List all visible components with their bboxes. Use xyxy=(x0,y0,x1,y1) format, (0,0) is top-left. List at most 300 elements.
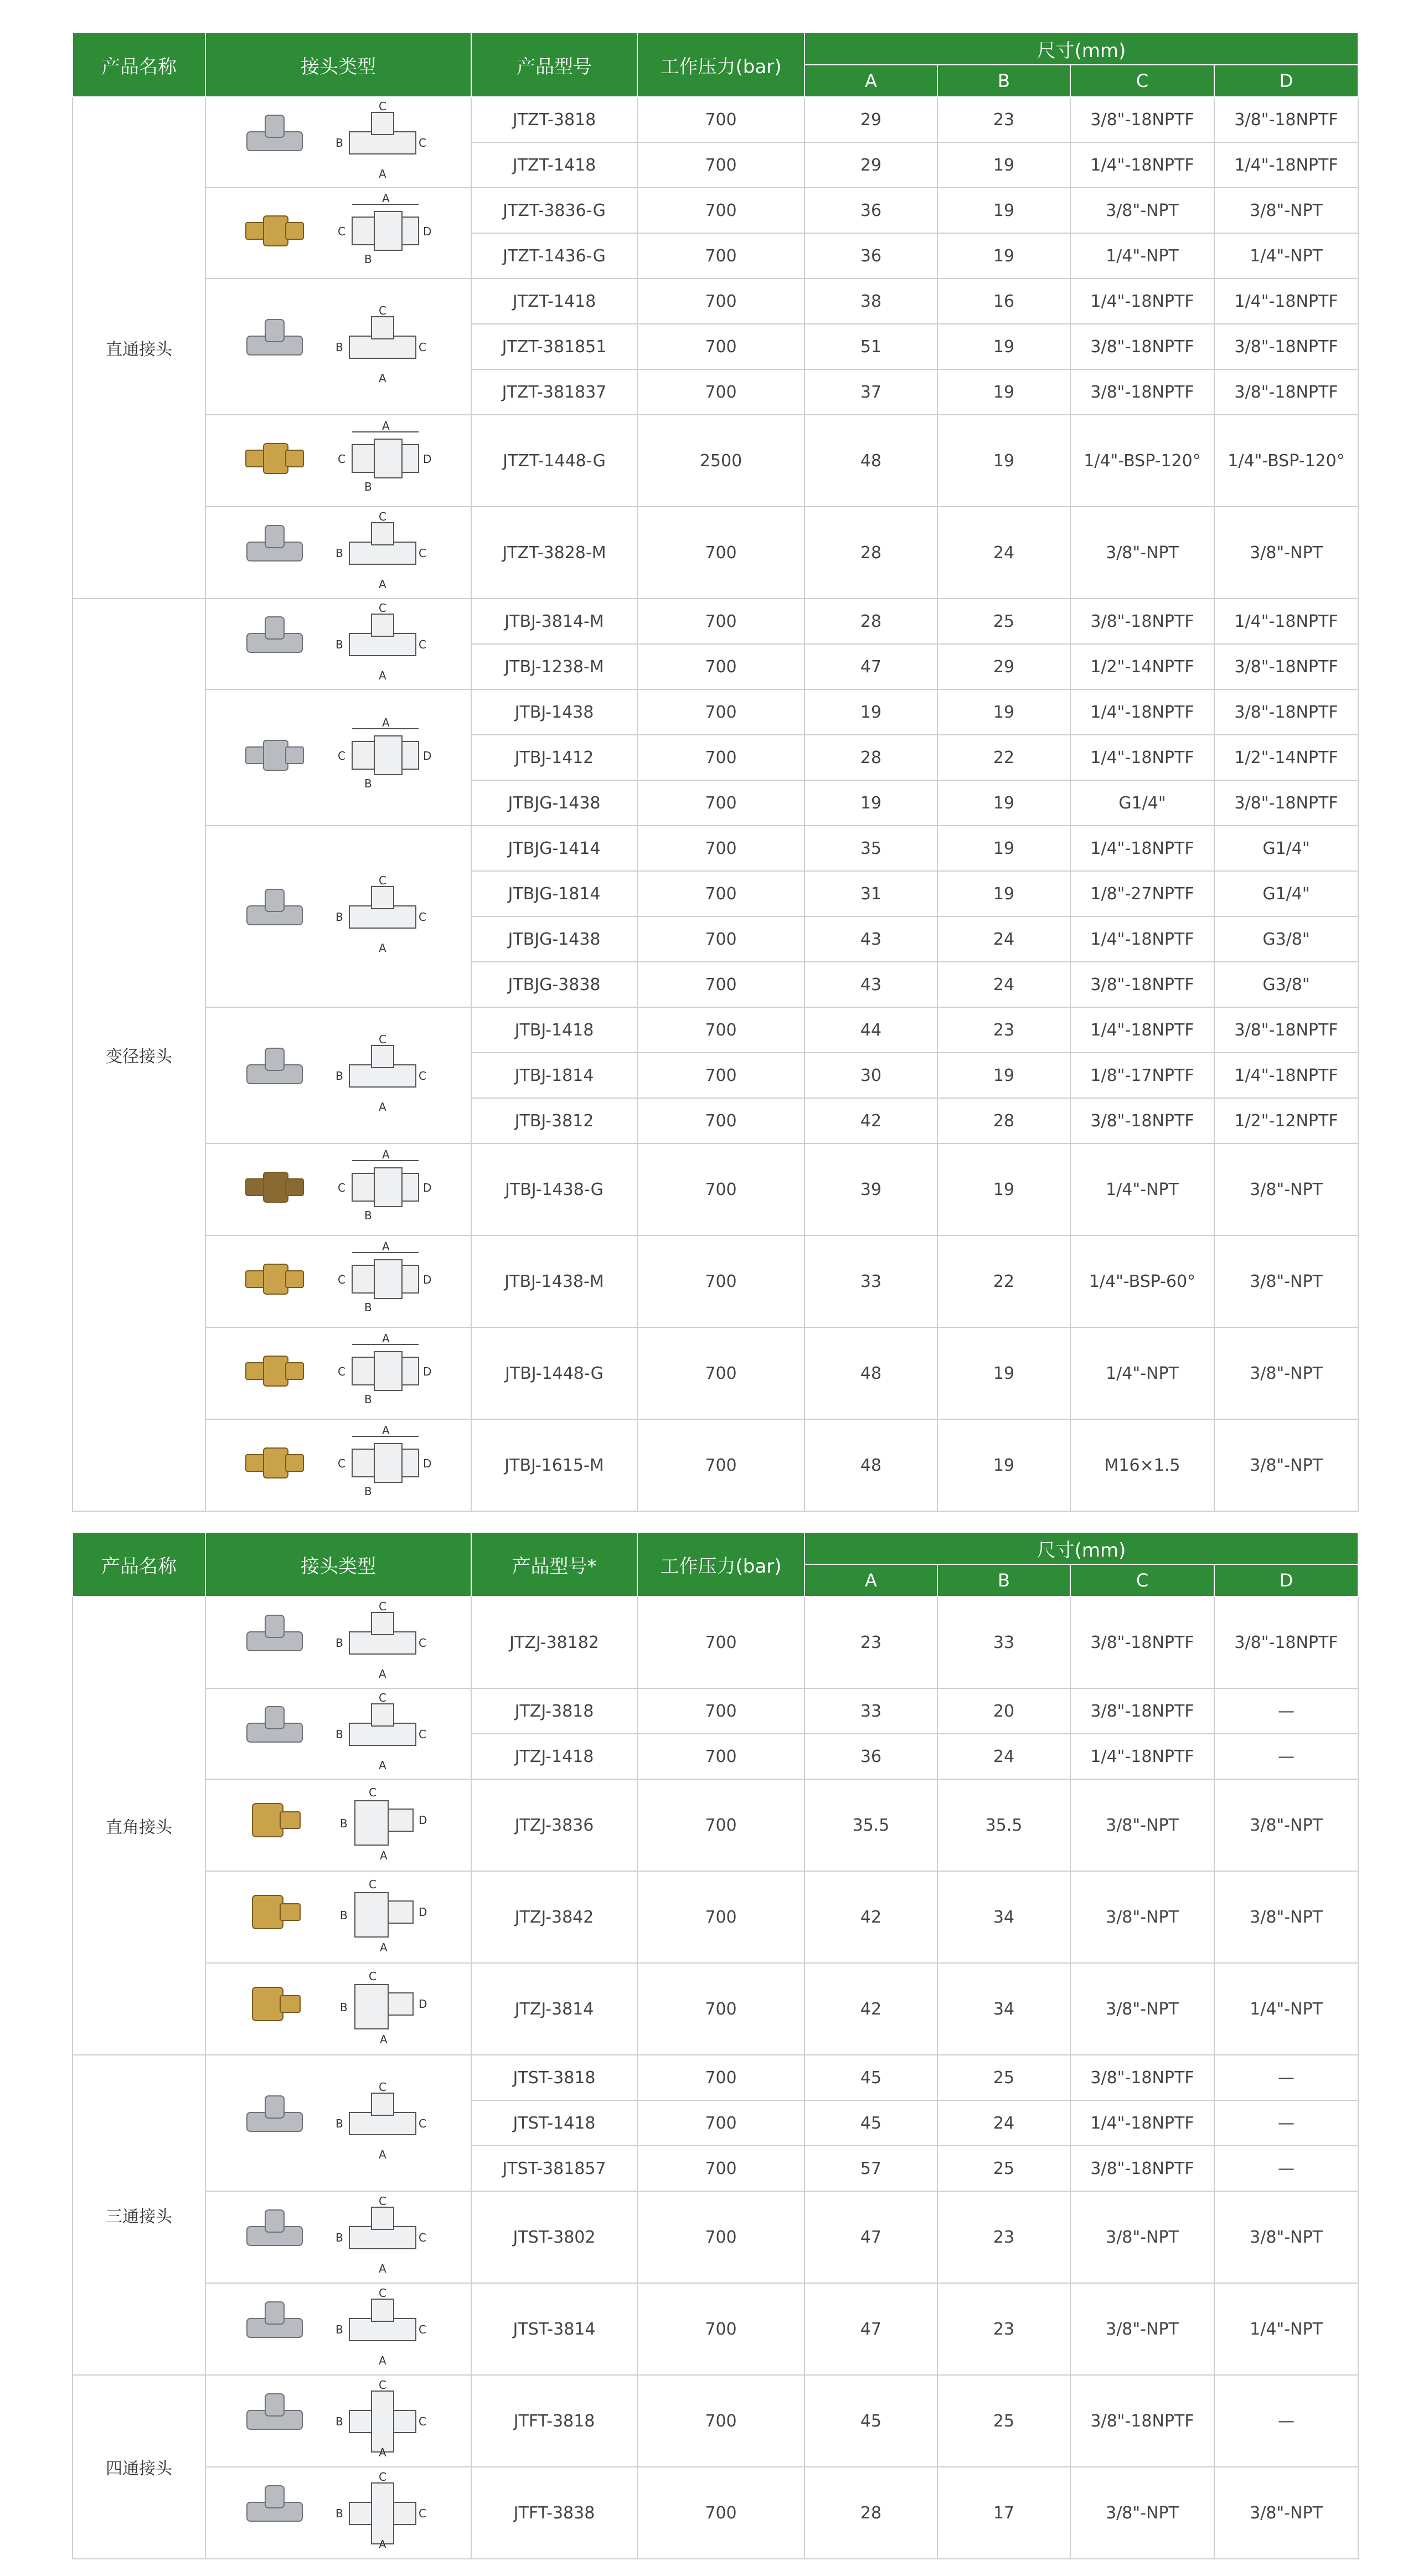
dim-c-cell: 3/8"-18NPTF xyxy=(1070,599,1214,644)
dim-d-cell: G1/4" xyxy=(1214,826,1358,871)
pressure-cell: 700 xyxy=(637,644,805,689)
product-category: 三通接头 xyxy=(73,2055,205,2375)
joint-type-image xyxy=(205,97,471,188)
model-cell: JTZT-3818 xyxy=(471,97,637,142)
pressure-cell: 700 xyxy=(637,826,805,871)
svg-text:C: C xyxy=(379,1601,386,1613)
svg-text:C: C xyxy=(379,2196,386,2208)
dim-a-cell: 42 xyxy=(805,1963,937,2055)
svg-text:A: A xyxy=(382,1148,390,1161)
dim-b-cell: 24 xyxy=(937,2100,1070,2146)
joint-type-image xyxy=(205,1963,471,2055)
svg-text:A: A xyxy=(379,2148,386,2160)
dim-c-cell: 3/8"-18NPTF xyxy=(1070,1596,1214,1688)
dim-b-cell: 23 xyxy=(937,2191,1070,2283)
dimension-drawing-icon xyxy=(330,1784,435,1866)
pressure-cell: 700 xyxy=(637,2375,805,2467)
dim-c-cell: 1/4"-BSP-120° xyxy=(1070,415,1214,507)
pressure-cell: 700 xyxy=(637,2283,805,2375)
joint-type-image xyxy=(205,1327,471,1419)
dim-a-cell: 36 xyxy=(805,188,937,233)
brass-street-elbow-icon xyxy=(241,1884,308,1950)
product-category: 直角接头 xyxy=(73,1596,205,2055)
svg-text:B: B xyxy=(340,2001,348,2014)
model-cell: JTFT-3818 xyxy=(471,2375,637,2467)
table-row xyxy=(73,2191,1358,2283)
svg-text:B: B xyxy=(336,638,343,651)
svg-text:B: B xyxy=(336,2415,343,2428)
dim-d-cell: 1/4"-NPT xyxy=(1214,233,1358,279)
dim-d-cell: 3/8"-NPT xyxy=(1214,1871,1358,1963)
joint-type-image xyxy=(205,599,471,689)
pressure-cell: 700 xyxy=(637,279,805,324)
dimension-drawing-icon xyxy=(330,512,435,594)
pressure-cell: 700 xyxy=(637,1419,805,1511)
dim-c-cell: 1/4"-18NPTF xyxy=(1070,826,1214,871)
model-cell: JTST-3802 xyxy=(471,2191,637,2283)
svg-text:D: D xyxy=(423,452,432,466)
table-row xyxy=(73,279,1358,324)
joint-type-image xyxy=(205,188,471,279)
pressure-cell: 700 xyxy=(637,1053,805,1098)
pressure-cell: 700 xyxy=(637,97,805,142)
dim-b-cell: 34 xyxy=(937,1871,1070,1963)
dim-a-cell: 57 xyxy=(805,2146,937,2191)
dim-a-cell: 45 xyxy=(805,2100,937,2146)
svg-text:B: B xyxy=(336,2507,343,2520)
pressure-cell: 700 xyxy=(637,369,805,415)
pressure-cell: 700 xyxy=(637,2055,805,2100)
pressure-cell: 700 xyxy=(637,916,805,962)
steel-male-female-fitting-icon xyxy=(241,314,308,379)
svg-text:A: A xyxy=(382,192,390,205)
svg-text:A: A xyxy=(379,372,386,383)
dim-a-cell: 29 xyxy=(805,142,937,188)
dim-b-cell: 23 xyxy=(937,1007,1070,1053)
model-cell: JTST-3818 xyxy=(471,2055,637,2100)
dim-b-cell: 19 xyxy=(937,324,1070,369)
table-row xyxy=(73,97,1358,142)
dim-a-cell: 36 xyxy=(805,233,937,279)
table-row xyxy=(73,1235,1358,1327)
svg-text:C: C xyxy=(419,1636,426,1650)
svg-text:D: D xyxy=(419,1905,427,1919)
pressure-cell: 700 xyxy=(637,1596,805,1688)
svg-text:C: C xyxy=(379,2082,386,2094)
svg-text:C: C xyxy=(379,603,386,615)
dim-b-cell: 19 xyxy=(937,188,1070,233)
model-cell: JTZT-1418 xyxy=(471,279,637,324)
steel-tee-fitting-icon xyxy=(241,2090,308,2156)
dim-b-cell: 22 xyxy=(937,1235,1070,1327)
svg-text:D: D xyxy=(423,225,432,238)
model-cell: JTBJ-1438 xyxy=(471,689,637,735)
steel-female-elbow-icon xyxy=(241,1701,308,1766)
dim-d-cell: — xyxy=(1214,2375,1358,2467)
svg-text:C: C xyxy=(379,2288,386,2300)
svg-text:A: A xyxy=(379,1667,386,1679)
header-a: A xyxy=(805,65,937,97)
dim-c-cell: 3/8"-NPT xyxy=(1070,2191,1214,2283)
dim-b-cell: 25 xyxy=(937,2055,1070,2100)
dim-c-cell: 3/8"-NPT xyxy=(1070,1963,1214,2055)
svg-text:A: A xyxy=(382,1332,390,1345)
table-row xyxy=(73,826,1358,871)
dimension-drawing-icon xyxy=(330,1034,435,1116)
dim-d-cell: 3/8"-NPT xyxy=(1214,2191,1358,2283)
dimension-drawing-icon xyxy=(330,603,435,685)
pressure-cell: 700 xyxy=(637,1779,805,1871)
dim-b-cell: 16 xyxy=(937,279,1070,324)
model-cell: JTBJ-3812 xyxy=(471,1098,637,1143)
pressure-cell: 700 xyxy=(637,1235,805,1327)
dim-b-cell: 19 xyxy=(937,826,1070,871)
dimension-drawing-icon xyxy=(330,1240,435,1322)
dim-c-cell: 1/4"-18NPTF xyxy=(1070,1734,1214,1779)
header-size: 尺寸(mm) xyxy=(805,33,1358,65)
svg-text:C: C xyxy=(419,910,426,924)
joint-type-image xyxy=(205,507,471,599)
dimension-drawing-icon xyxy=(330,101,435,183)
svg-text:B: B xyxy=(336,547,343,560)
dim-d-cell: 3/8"-18NPTF xyxy=(1214,324,1358,369)
header-a: A xyxy=(805,1564,937,1596)
dim-c-cell: 3/8"-18NPTF xyxy=(1070,324,1214,369)
header-product-name: 产品名称 xyxy=(73,33,205,97)
pressure-cell: 700 xyxy=(637,1871,805,1963)
svg-text:C: C xyxy=(379,1693,386,1704)
svg-text:A: A xyxy=(382,1240,390,1253)
pressure-cell: 700 xyxy=(637,780,805,826)
svg-text:B: B xyxy=(364,777,372,790)
steel-male-female-reducer-icon xyxy=(241,884,308,949)
table-row xyxy=(73,1596,1358,1688)
joint-type-image xyxy=(205,1596,471,1688)
pressure-cell: 700 xyxy=(637,689,805,735)
dim-d-cell: 1/4"-18NPTF xyxy=(1214,279,1358,324)
dim-b-cell: 19 xyxy=(937,689,1070,735)
dim-d-cell: 3/8"-NPT xyxy=(1214,1235,1358,1327)
product-category: 四通接头 xyxy=(73,2375,205,2559)
dim-b-cell: 29 xyxy=(937,644,1070,689)
pressure-cell: 700 xyxy=(637,1963,805,2055)
steel-cross-fitting-icon xyxy=(241,2388,308,2454)
model-cell: JTFT-3838 xyxy=(471,2467,637,2559)
header-c: C xyxy=(1070,1564,1214,1596)
joint-type-image xyxy=(205,2055,471,2191)
svg-text:C: C xyxy=(419,2117,426,2130)
dim-d-cell: G3/8" xyxy=(1214,916,1358,962)
dim-a-cell: 45 xyxy=(805,2055,937,2100)
svg-text:D: D xyxy=(423,749,432,763)
dimension-drawing-icon xyxy=(330,2196,435,2278)
svg-text:A: A xyxy=(379,2446,386,2457)
svg-text:A: A xyxy=(379,1759,386,1770)
fittings-table-elbow-tee-cross xyxy=(72,1532,1359,2559)
dim-b-cell: 19 xyxy=(937,1053,1070,1098)
dim-b-cell: 24 xyxy=(937,916,1070,962)
dim-d-cell: 1/4"-NPT xyxy=(1214,2283,1358,2375)
dimension-drawing-icon xyxy=(330,875,435,957)
dim-c-cell: 1/8"-27NPTF xyxy=(1070,871,1214,916)
header-d: D xyxy=(1214,65,1358,97)
joint-type-image xyxy=(205,1688,471,1779)
steel-female-reducer-icon xyxy=(241,611,308,677)
svg-text:A: A xyxy=(379,2262,386,2274)
dim-a-cell: 28 xyxy=(805,735,937,780)
svg-text:C: C xyxy=(338,225,345,238)
dim-a-cell: 47 xyxy=(805,644,937,689)
dim-d-cell: 3/8"-NPT xyxy=(1214,1327,1358,1419)
svg-text:A: A xyxy=(380,1849,388,1862)
svg-text:C: C xyxy=(369,1786,377,1799)
svg-text:C: C xyxy=(379,512,386,523)
svg-text:C: C xyxy=(419,136,426,150)
table-row xyxy=(73,507,1358,599)
dim-b-cell: 20 xyxy=(937,1688,1070,1734)
dim-d-cell: 1/4"-NPT xyxy=(1214,1963,1358,2055)
dim-c-cell: G1/4" xyxy=(1070,780,1214,826)
model-cell: JTBJ-3814-M xyxy=(471,599,637,644)
header-b: B xyxy=(937,65,1070,97)
pressure-cell: 700 xyxy=(637,1734,805,1779)
dimension-drawing-icon xyxy=(330,1968,435,2050)
svg-text:C: C xyxy=(419,2415,426,2428)
svg-text:C: C xyxy=(338,1181,345,1194)
dim-b-cell: 34 xyxy=(937,1963,1070,2055)
dim-b-cell: 17 xyxy=(937,2467,1070,2559)
dim-d-cell: 3/8"-18NPTF xyxy=(1214,1007,1358,1053)
dimension-drawing-icon xyxy=(330,1693,435,1775)
svg-text:C: C xyxy=(338,1365,345,1378)
product-category: 直通接头 xyxy=(73,97,205,599)
fittings-table-straight-reducer xyxy=(72,32,1359,1512)
dim-c-cell: 3/8"-18NPTF xyxy=(1070,1098,1214,1143)
pressure-cell: 700 xyxy=(637,2146,805,2191)
dimension-drawing-icon xyxy=(330,306,435,388)
svg-text:A: A xyxy=(380,1941,388,1954)
dim-b-cell: 19 xyxy=(937,780,1070,826)
steel-female-straight-fitting-icon xyxy=(241,110,308,175)
svg-text:D: D xyxy=(419,1813,427,1827)
table-row xyxy=(73,1007,1358,1053)
dim-b-cell: 25 xyxy=(937,2375,1070,2467)
dimension-drawing-icon xyxy=(330,1876,435,1958)
joint-type-image xyxy=(205,689,471,826)
joint-type-image xyxy=(205,279,471,415)
dim-b-cell: 19 xyxy=(937,1327,1070,1419)
joint-type-image xyxy=(205,1143,471,1235)
model-cell: JTST-1418 xyxy=(471,2100,637,2146)
joint-type-image xyxy=(205,2375,471,2467)
joint-type-image xyxy=(205,2191,471,2283)
dim-d-cell: 1/4"-BSP-120° xyxy=(1214,415,1358,507)
pressure-cell: 700 xyxy=(637,2100,805,2146)
dim-b-cell: 19 xyxy=(937,233,1070,279)
dim-a-cell: 31 xyxy=(805,871,937,916)
dim-b-cell: 28 xyxy=(937,1098,1070,1143)
header-d: D xyxy=(1214,1564,1358,1596)
steel-tee-fitting-icon xyxy=(241,2296,308,2362)
model-cell: JTBJG-1438 xyxy=(471,916,637,962)
svg-text:A: A xyxy=(382,717,390,729)
model-cell: JTZJ-38182 xyxy=(471,1596,637,1688)
pressure-cell: 700 xyxy=(637,188,805,233)
dim-d-cell: 3/8"-18NPTF xyxy=(1214,689,1358,735)
dim-c-cell: 3/8"-18NPTF xyxy=(1070,369,1214,415)
dim-a-cell: 33 xyxy=(805,1688,937,1734)
dim-c-cell: 1/4"-18NPTF xyxy=(1070,2100,1214,2146)
svg-text:B: B xyxy=(336,2231,343,2244)
steel-tee-fitting-icon xyxy=(241,2204,308,2270)
svg-text:C: C xyxy=(419,547,426,560)
pressure-cell: 700 xyxy=(637,324,805,369)
dim-b-cell: 24 xyxy=(937,1734,1070,1779)
dim-a-cell: 28 xyxy=(805,2467,937,2559)
table-row xyxy=(73,2055,1358,2100)
header-model: 产品型号* xyxy=(471,1532,637,1596)
model-cell: JTZT-3828-M xyxy=(471,507,637,599)
brass-female-elbow-icon xyxy=(241,1792,308,1858)
brass-female-reducer-icon xyxy=(241,1249,308,1314)
dim-a-cell: 33 xyxy=(805,1235,937,1327)
dimension-drawing-icon xyxy=(330,420,435,502)
dim-c-cell: 1/4"-NPT xyxy=(1070,1327,1214,1419)
dim-d-cell: 3/8"-NPT xyxy=(1214,2467,1358,2559)
svg-text:B: B xyxy=(364,1485,372,1498)
model-cell: JTBJ-1814 xyxy=(471,1053,637,1098)
pressure-cell: 700 xyxy=(637,1007,805,1053)
dim-d-cell: G1/4" xyxy=(1214,871,1358,916)
svg-text:D: D xyxy=(423,1365,432,1378)
svg-text:C: C xyxy=(419,1069,426,1083)
model-cell: JTBJ-1448-G xyxy=(471,1327,637,1419)
dim-b-cell: 19 xyxy=(937,871,1070,916)
dim-c-cell: 3/8"-18NPTF xyxy=(1070,2055,1214,2100)
svg-text:B: B xyxy=(336,2323,343,2336)
pressure-cell: 700 xyxy=(637,2191,805,2283)
svg-text:C: C xyxy=(419,2231,426,2244)
dimension-drawing-icon xyxy=(330,2380,435,2462)
model-cell: JTBJ-1615-M xyxy=(471,1419,637,1511)
joint-type-image xyxy=(205,1419,471,1511)
dim-d-cell: — xyxy=(1214,1734,1358,1779)
joint-type-image xyxy=(205,2467,471,2559)
dim-a-cell: 45 xyxy=(805,2375,937,2467)
dim-d-cell: 3/8"-NPT xyxy=(1214,1779,1358,1871)
dim-d-cell: G3/8" xyxy=(1214,962,1358,1007)
table-row xyxy=(73,1143,1358,1235)
dimension-drawing-icon xyxy=(330,1148,435,1230)
table-row xyxy=(73,188,1358,233)
pressure-cell: 700 xyxy=(637,962,805,1007)
model-cell: JTZJ-3842 xyxy=(471,1871,637,1963)
dim-a-cell: 43 xyxy=(805,916,937,962)
brass-hex-nipple-icon xyxy=(241,1341,308,1406)
dim-d-cell: — xyxy=(1214,2146,1358,2191)
model-cell: JTZT-3836-G xyxy=(471,188,637,233)
dim-a-cell: 43 xyxy=(805,962,937,1007)
dim-d-cell: 3/8"-NPT xyxy=(1214,188,1358,233)
dim-d-cell: 3/8"-18NPTF xyxy=(1214,1596,1358,1688)
dim-b-cell: 33 xyxy=(937,1596,1070,1688)
dimension-drawing-icon xyxy=(330,1332,435,1414)
dim-d-cell: 3/8"-NPT xyxy=(1214,1143,1358,1235)
dim-a-cell: 39 xyxy=(805,1143,937,1235)
dim-a-cell: 48 xyxy=(805,415,937,507)
table-row xyxy=(73,1419,1358,1511)
joint-type-image xyxy=(205,1871,471,1963)
model-cell: JTZT-1448-G xyxy=(471,415,637,507)
pressure-cell: 700 xyxy=(637,1688,805,1734)
table-row xyxy=(73,1688,1358,1734)
table-row xyxy=(73,1779,1358,1871)
header-c: C xyxy=(1070,65,1214,97)
steel-male-female-reducer-icon xyxy=(241,1043,308,1108)
dim-a-cell: 30 xyxy=(805,1053,937,1098)
svg-text:C: C xyxy=(379,2380,386,2392)
svg-text:C: C xyxy=(419,341,426,354)
header-size: 尺寸(mm) xyxy=(805,1532,1358,1564)
model-cell: JTBJ-1438-M xyxy=(471,1235,637,1327)
svg-text:C: C xyxy=(338,749,345,763)
dim-a-cell: 51 xyxy=(805,324,937,369)
dim-c-cell: 3/8"-18NPTF xyxy=(1070,2375,1214,2467)
dim-c-cell: 3/8"-18NPTF xyxy=(1070,97,1214,142)
steel-street-elbow-icon xyxy=(241,1610,308,1675)
svg-text:C: C xyxy=(419,2507,426,2520)
brass-bsp-straight-fitting-icon xyxy=(241,428,308,493)
dim-d-cell: 3/8"-NPT xyxy=(1214,507,1358,599)
dim-c-cell: 1/4"-18NPTF xyxy=(1070,1007,1214,1053)
dim-a-cell: 35 xyxy=(805,826,937,871)
model-cell: JTBJG-3838 xyxy=(471,962,637,1007)
dim-c-cell: 1/4"-18NPTF xyxy=(1070,142,1214,188)
model-cell: JTBJ-1418 xyxy=(471,1007,637,1053)
model-cell: JTZJ-3818 xyxy=(471,1688,637,1734)
pressure-cell: 700 xyxy=(637,507,805,599)
pressure-cell: 700 xyxy=(637,1327,805,1419)
svg-text:D: D xyxy=(419,1997,427,2011)
dim-b-cell: 35.5 xyxy=(937,1779,1070,1871)
svg-text:C: C xyxy=(419,2323,426,2336)
joint-type-image xyxy=(205,415,471,507)
model-cell: JTZT-1436-G xyxy=(471,233,637,279)
model-cell: JTBJ-1438-G xyxy=(471,1143,637,1235)
joint-type-image xyxy=(205,1007,471,1143)
bronze-hex-nipple-icon xyxy=(241,1157,308,1222)
dimension-drawing-icon xyxy=(330,1424,435,1506)
dim-d-cell: 1/2"-14NPTF xyxy=(1214,735,1358,780)
pressure-cell: 700 xyxy=(637,735,805,780)
joint-type-image xyxy=(205,1779,471,1871)
dim-a-cell: 23 xyxy=(805,1596,937,1688)
dim-c-cell: 3/8"-18NPTF xyxy=(1070,2146,1214,2191)
model-cell: JTZJ-3836 xyxy=(471,1779,637,1871)
dim-b-cell: 24 xyxy=(937,507,1070,599)
header-pressure: 工作压力(bar) xyxy=(637,1532,805,1596)
model-cell: JTBJG-1438 xyxy=(471,780,637,826)
dim-c-cell: 3/8"-NPT xyxy=(1070,2283,1214,2375)
dim-b-cell: 19 xyxy=(937,142,1070,188)
model-cell: JTBJ-1238-M xyxy=(471,644,637,689)
model-cell: JTBJG-1414 xyxy=(471,826,637,871)
model-cell: JTZT-381837 xyxy=(471,369,637,415)
svg-text:C: C xyxy=(379,2472,386,2484)
dim-b-cell: 24 xyxy=(937,962,1070,1007)
dim-c-cell: 1/4"-18NPTF xyxy=(1070,916,1214,962)
table-row xyxy=(73,415,1358,507)
